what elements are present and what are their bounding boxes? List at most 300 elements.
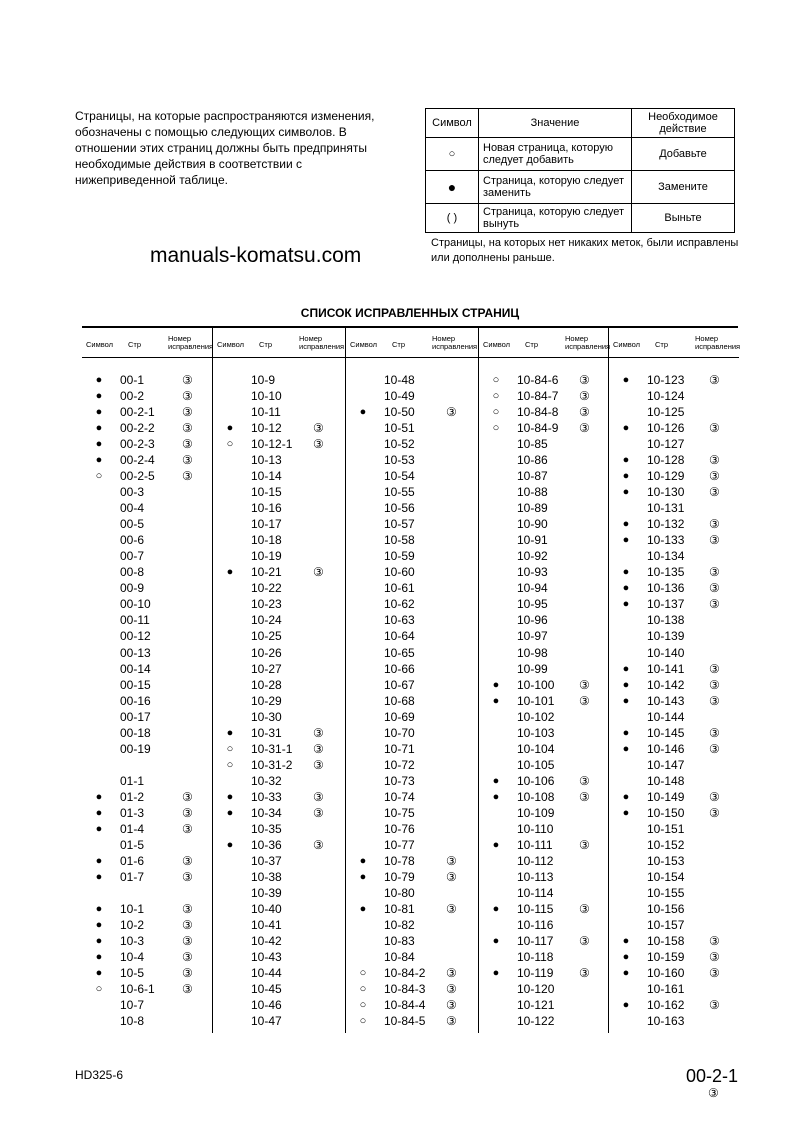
revision-number: ③ [579,837,590,852]
table-row [82,885,212,901]
table-row [609,773,739,789]
page-number: 10-136 [647,581,685,596]
table-row [479,1013,609,1029]
revision-number: ③ [182,469,193,484]
page-number: 10-12-1 [251,437,293,452]
page-number: 10-68 [384,693,415,708]
page-number: 10-61 [384,581,415,596]
symbol-mark: ● [359,902,367,915]
symbol-mark: ● [492,790,500,803]
table-row [82,757,212,773]
table-row [213,612,346,628]
header-rev: Номер исправления [565,334,611,351]
page-number: 10-118 [517,950,554,965]
page-number: 10-142 [647,677,685,692]
revision-number: ③ [709,581,720,596]
table-row [479,725,609,741]
page-number: 10-123 [647,373,685,387]
revision-number: ③ [446,966,457,981]
table-row [609,693,739,709]
symbol-mark: ● [226,566,234,579]
page-number: 10-31 [251,725,282,740]
page-number: 10-84-8 [517,405,559,420]
revision-number: ③ [182,901,193,916]
table-row [82,949,212,965]
table-row [479,404,609,420]
column-3 [345,328,479,1033]
table-row [346,757,479,773]
table-row [479,372,609,388]
table-row [213,452,346,468]
table-row [479,693,609,709]
table-row [479,500,609,516]
page-number: 10-145 [647,725,685,740]
page-number: 00-2-1 [120,405,155,420]
page-number: 10-47 [251,1014,282,1029]
symbol-mark: ○ [359,999,367,1012]
table-row [346,917,479,933]
table-row [609,548,739,564]
page-number: 10-122 [517,1014,555,1029]
table-row [479,596,609,612]
table-row [479,869,609,885]
table-row [213,997,346,1013]
page-number: 10-88 [517,485,548,500]
column-4 [478,328,609,1033]
table-row [609,933,739,949]
table-row [346,452,479,468]
revision-number: ③ [182,966,193,981]
symbol-mark: ● [622,518,630,531]
page-number: 01-7 [120,869,145,884]
symbol-mark: ○ [492,406,500,419]
table-row [479,741,609,757]
page-number: 10-69 [384,709,415,724]
revision-number: ③ [313,565,324,580]
table-row [213,949,346,965]
page-number: 10-79 [384,869,415,884]
symbol-mark: ● [95,854,103,867]
page-number: 10-161 [647,982,685,997]
header-symbol: Символ [613,340,641,349]
table-row [346,516,479,532]
column-header [346,333,479,358]
table-row [609,709,739,725]
table-row [213,885,346,901]
table-row [82,789,212,805]
page-number: 10-87 [517,469,548,484]
table-row [82,965,212,981]
page-number: 10-39 [251,885,282,900]
page-number: 10-30 [251,709,282,724]
table-row [609,420,739,436]
table-row [346,548,479,564]
page-number: 10-141 [647,661,685,676]
page-number: 10-45 [251,982,282,997]
revision-number: ③ [182,405,193,420]
page-number: 10-11 [251,405,281,420]
table-row [213,757,346,773]
revision-number: ③ [446,998,457,1013]
page-number: 10-112 [517,853,554,868]
column-header [609,333,739,358]
page-number: 10-38 [251,869,282,884]
symbol-mark: ● [622,454,630,467]
table-row [609,885,739,901]
legend-table [425,108,735,233]
revision-number: ③ [313,725,324,740]
symbol-mark: ● [226,726,234,739]
table-row [479,645,609,661]
table-row [346,741,479,757]
table-row [609,628,739,644]
symbol-mark: ● [622,678,630,691]
revision-number: ③ [446,853,457,868]
table-row [479,949,609,965]
table-row [213,580,346,596]
symbol-mark: ○ [95,983,103,996]
footer-page-number: 00-2-1 [686,1066,739,1086]
page-number: 10-109 [517,805,555,820]
table-row [82,693,212,709]
symbol-mark: ● [95,422,103,435]
page-number: 10-73 [384,773,415,788]
table-row [82,420,212,436]
page-number: 10-92 [517,549,548,564]
page-number: 10-21 [251,565,282,580]
symbol-mark: ● [492,774,500,787]
page-number: 10-54 [384,469,415,484]
page-number: 10-153 [647,853,685,868]
page-number: 10-35 [251,821,282,836]
symbol-mark: ● [622,790,630,803]
table-row [82,997,212,1013]
page-number: 10-3 [120,934,145,949]
page-number: 10-110 [517,821,554,836]
table-row [346,436,479,452]
page-number: 10-44 [251,966,282,981]
table-row [479,484,609,500]
table-row [82,901,212,917]
page-number: 10-116 [517,918,554,933]
symbol-mark: ○ [359,983,367,996]
page-number: 10-49 [384,389,415,404]
table-row [82,372,212,388]
revision-number: ③ [709,677,720,692]
page-number: 00-17 [120,709,151,724]
revision-number: ③ [579,405,590,420]
table-row [609,805,739,821]
page-number: 01-3 [120,805,145,820]
page-number: 10-106 [517,773,555,788]
revision-number: ③ [182,805,193,820]
page-number: 10-139 [647,629,685,644]
page-number: 10-48 [384,373,415,387]
table-row [346,677,479,693]
table-row [213,709,346,725]
table-row [609,789,739,805]
page-number: 10-144 [647,709,685,724]
revision-number: ③ [579,789,590,804]
page-number: 10-74 [384,789,415,804]
table-row [82,468,212,484]
page-number: 10-29 [251,693,282,708]
table-row [609,677,739,693]
table-row [213,516,346,532]
legend-action: Добавьте [632,138,735,171]
page-number: 01-1 [120,773,145,788]
revised-pages-table [82,326,741,1033]
table-row [213,869,346,885]
revision-number: ③ [579,421,590,436]
table-row [609,965,739,981]
page-number: 10-158 [647,934,685,949]
symbol-mark: ● [622,935,630,948]
table-row [346,981,479,997]
page-number: 10-103 [517,725,555,740]
page-number: 10-17 [251,517,282,532]
table-row [346,580,479,596]
symbol-mark: ● [622,470,630,483]
table-row [213,693,346,709]
symbol-mark: ● [622,662,630,675]
table-row [609,981,739,997]
page-number: 10-77 [384,837,415,852]
page-number: 10-28 [251,677,282,692]
page-number: 10-31-2 [251,757,293,772]
page-number: 10-84-7 [517,389,559,404]
page-number: 10-149 [647,789,685,804]
table-row [346,661,479,677]
table-row [213,436,346,452]
table-row [213,484,346,500]
page-number: 10-27 [251,661,282,676]
page-number: 10-16 [251,501,282,516]
page-number: 10-126 [647,421,685,436]
symbol-mark: ● [226,422,234,435]
page-number: 10-159 [647,950,685,965]
table-row [346,837,479,853]
table-row [609,1013,739,1029]
symbol-mark: ● [622,951,630,964]
symbol-mark: ● [622,566,630,579]
table-row [609,500,739,516]
revision-number: ③ [709,517,720,532]
symbol-mark: ● [622,806,630,819]
revision-number: ③ [709,533,720,548]
table-row [82,484,212,500]
table-row [346,564,479,580]
table-row [609,901,739,917]
page-number: 00-14 [120,661,151,676]
page-number: 10-137 [647,597,685,612]
page-number: 10-84-4 [384,998,426,1013]
footer-model: HD325-6 [75,1068,124,1082]
page-number: 10-18 [251,533,282,548]
table-row [213,917,346,933]
table-row [479,532,609,548]
revision-number: ③ [709,597,720,612]
table-row [213,548,346,564]
page-number: 10-84 [384,950,415,965]
table-row [609,564,739,580]
table-row [213,661,346,677]
revision-number: ③ [313,757,324,772]
page-number: 10-84-3 [384,982,426,997]
symbol-mark: ● [622,726,630,739]
symbol-mark: ● [95,902,103,915]
table-row [479,757,609,773]
table-row [609,468,739,484]
symbol-mark: ● [622,967,630,980]
table-row [213,500,346,516]
table-row [213,677,346,693]
revision-number: ③ [313,437,324,452]
revision-number: ③ [182,789,193,804]
revision-number: ③ [709,950,720,965]
revision-number: ③ [446,1014,457,1029]
revision-number: ③ [182,437,193,452]
page-number: 10-154 [647,869,685,884]
page-number: 10-127 [647,437,685,452]
table-row [82,645,212,661]
symbol-mark: ● [492,902,500,915]
revision-number: ③ [709,966,720,981]
column-header [479,333,609,358]
page-number: 10-128 [647,453,685,468]
page-number: 10-108 [517,789,555,804]
page-number: 10-41 [251,918,282,933]
table-row [82,805,212,821]
symbol-mark: ○ [95,470,103,483]
revision-number: ③ [709,373,720,387]
table-row [479,709,609,725]
table-row [82,725,212,741]
symbol-mark: ● [622,582,630,595]
page-number: 00-3 [120,485,145,500]
page-number: 00-6 [120,533,145,548]
page-number: 10-86 [517,453,548,468]
table-row [609,484,739,500]
table-row [213,372,346,388]
page-number: 10-64 [384,629,415,644]
page-number: 00-2-5 [120,469,155,484]
table-row [479,981,609,997]
symbol-mark: ○ [226,742,234,755]
page-number: 10-84-9 [517,421,559,436]
revision-number: ③ [709,693,720,708]
table-row [609,388,739,404]
revision-number: ③ [182,853,193,868]
legend-symbol-new: ○ [426,138,479,171]
page-number: 00-8 [120,565,145,580]
symbol-mark: ● [622,486,630,499]
table-row [479,612,609,628]
header-rev: Номер исправления [432,334,478,351]
legend-header-meaning: Значение [479,109,632,138]
page-number: 10-26 [251,645,282,660]
table-row [346,933,479,949]
table-row [479,885,609,901]
page-number: 10-55 [384,485,415,500]
page-number: 10-50 [384,405,415,420]
page-number: 10-60 [384,565,415,580]
column-header [213,333,346,358]
table-row [82,628,212,644]
revision-number: ③ [446,405,457,420]
page-number: 10-78 [384,853,415,868]
symbol-mark: ● [95,870,103,883]
page-number: 10-32 [251,773,282,788]
revision-number: ③ [313,421,324,436]
revision-number: ③ [182,821,193,836]
table-row [213,773,346,789]
table-row [82,869,212,885]
symbol-mark: ● [95,967,103,980]
table-row [346,789,479,805]
page-number: 10-113 [517,869,554,884]
revision-number: ③ [579,389,590,404]
column-5 [608,328,739,1033]
page-number: 10-57 [384,517,415,532]
table-row [346,885,479,901]
header-symbol: Символ [350,340,378,349]
page-number: 10-72 [384,757,415,772]
page-number: 00-2-4 [120,453,155,468]
symbol-mark: ○ [492,422,500,435]
table-row [346,420,479,436]
page-number: 10-102 [517,709,555,724]
table-row [479,564,609,580]
page-number: 10-25 [251,629,282,644]
table-row [213,837,346,853]
page-number: 10-51 [384,421,415,436]
page-number: 01-2 [120,789,145,804]
revision-number: ③ [446,982,457,997]
table-row [609,452,739,468]
table-row [82,500,212,516]
page-number: 10-95 [517,597,548,612]
page-number: 10-24 [251,613,282,628]
legend-meaning: Страница, которую следует заменить [479,171,632,204]
symbol-mark: ● [226,806,234,819]
revision-number: ③ [182,934,193,949]
page-number: 10-9 [251,373,276,387]
table-row [82,388,212,404]
table-row [609,436,739,452]
page-number: 10-117 [517,934,554,949]
page-number: 10-80 [384,885,415,900]
revision-number: ③ [182,950,193,965]
page-number: 10-91 [517,533,548,548]
table-row [82,404,212,420]
page-number: 10-23 [251,597,282,612]
page-number: 10-40 [251,901,282,916]
page-number: 10-2 [120,918,145,933]
table-row [346,1013,479,1029]
page-number: 10-53 [384,453,415,468]
symbol-mark: ● [492,678,500,691]
page-number: 00-10 [120,597,151,612]
table-row [609,725,739,741]
page-number: 01-4 [120,821,145,836]
page-number: 10-34 [251,805,282,820]
table-row [479,580,609,596]
revision-number: ③ [313,789,324,804]
page-number: 10-140 [647,645,685,660]
page-number: 10-82 [384,918,415,933]
page-number: 00-13 [120,645,151,660]
